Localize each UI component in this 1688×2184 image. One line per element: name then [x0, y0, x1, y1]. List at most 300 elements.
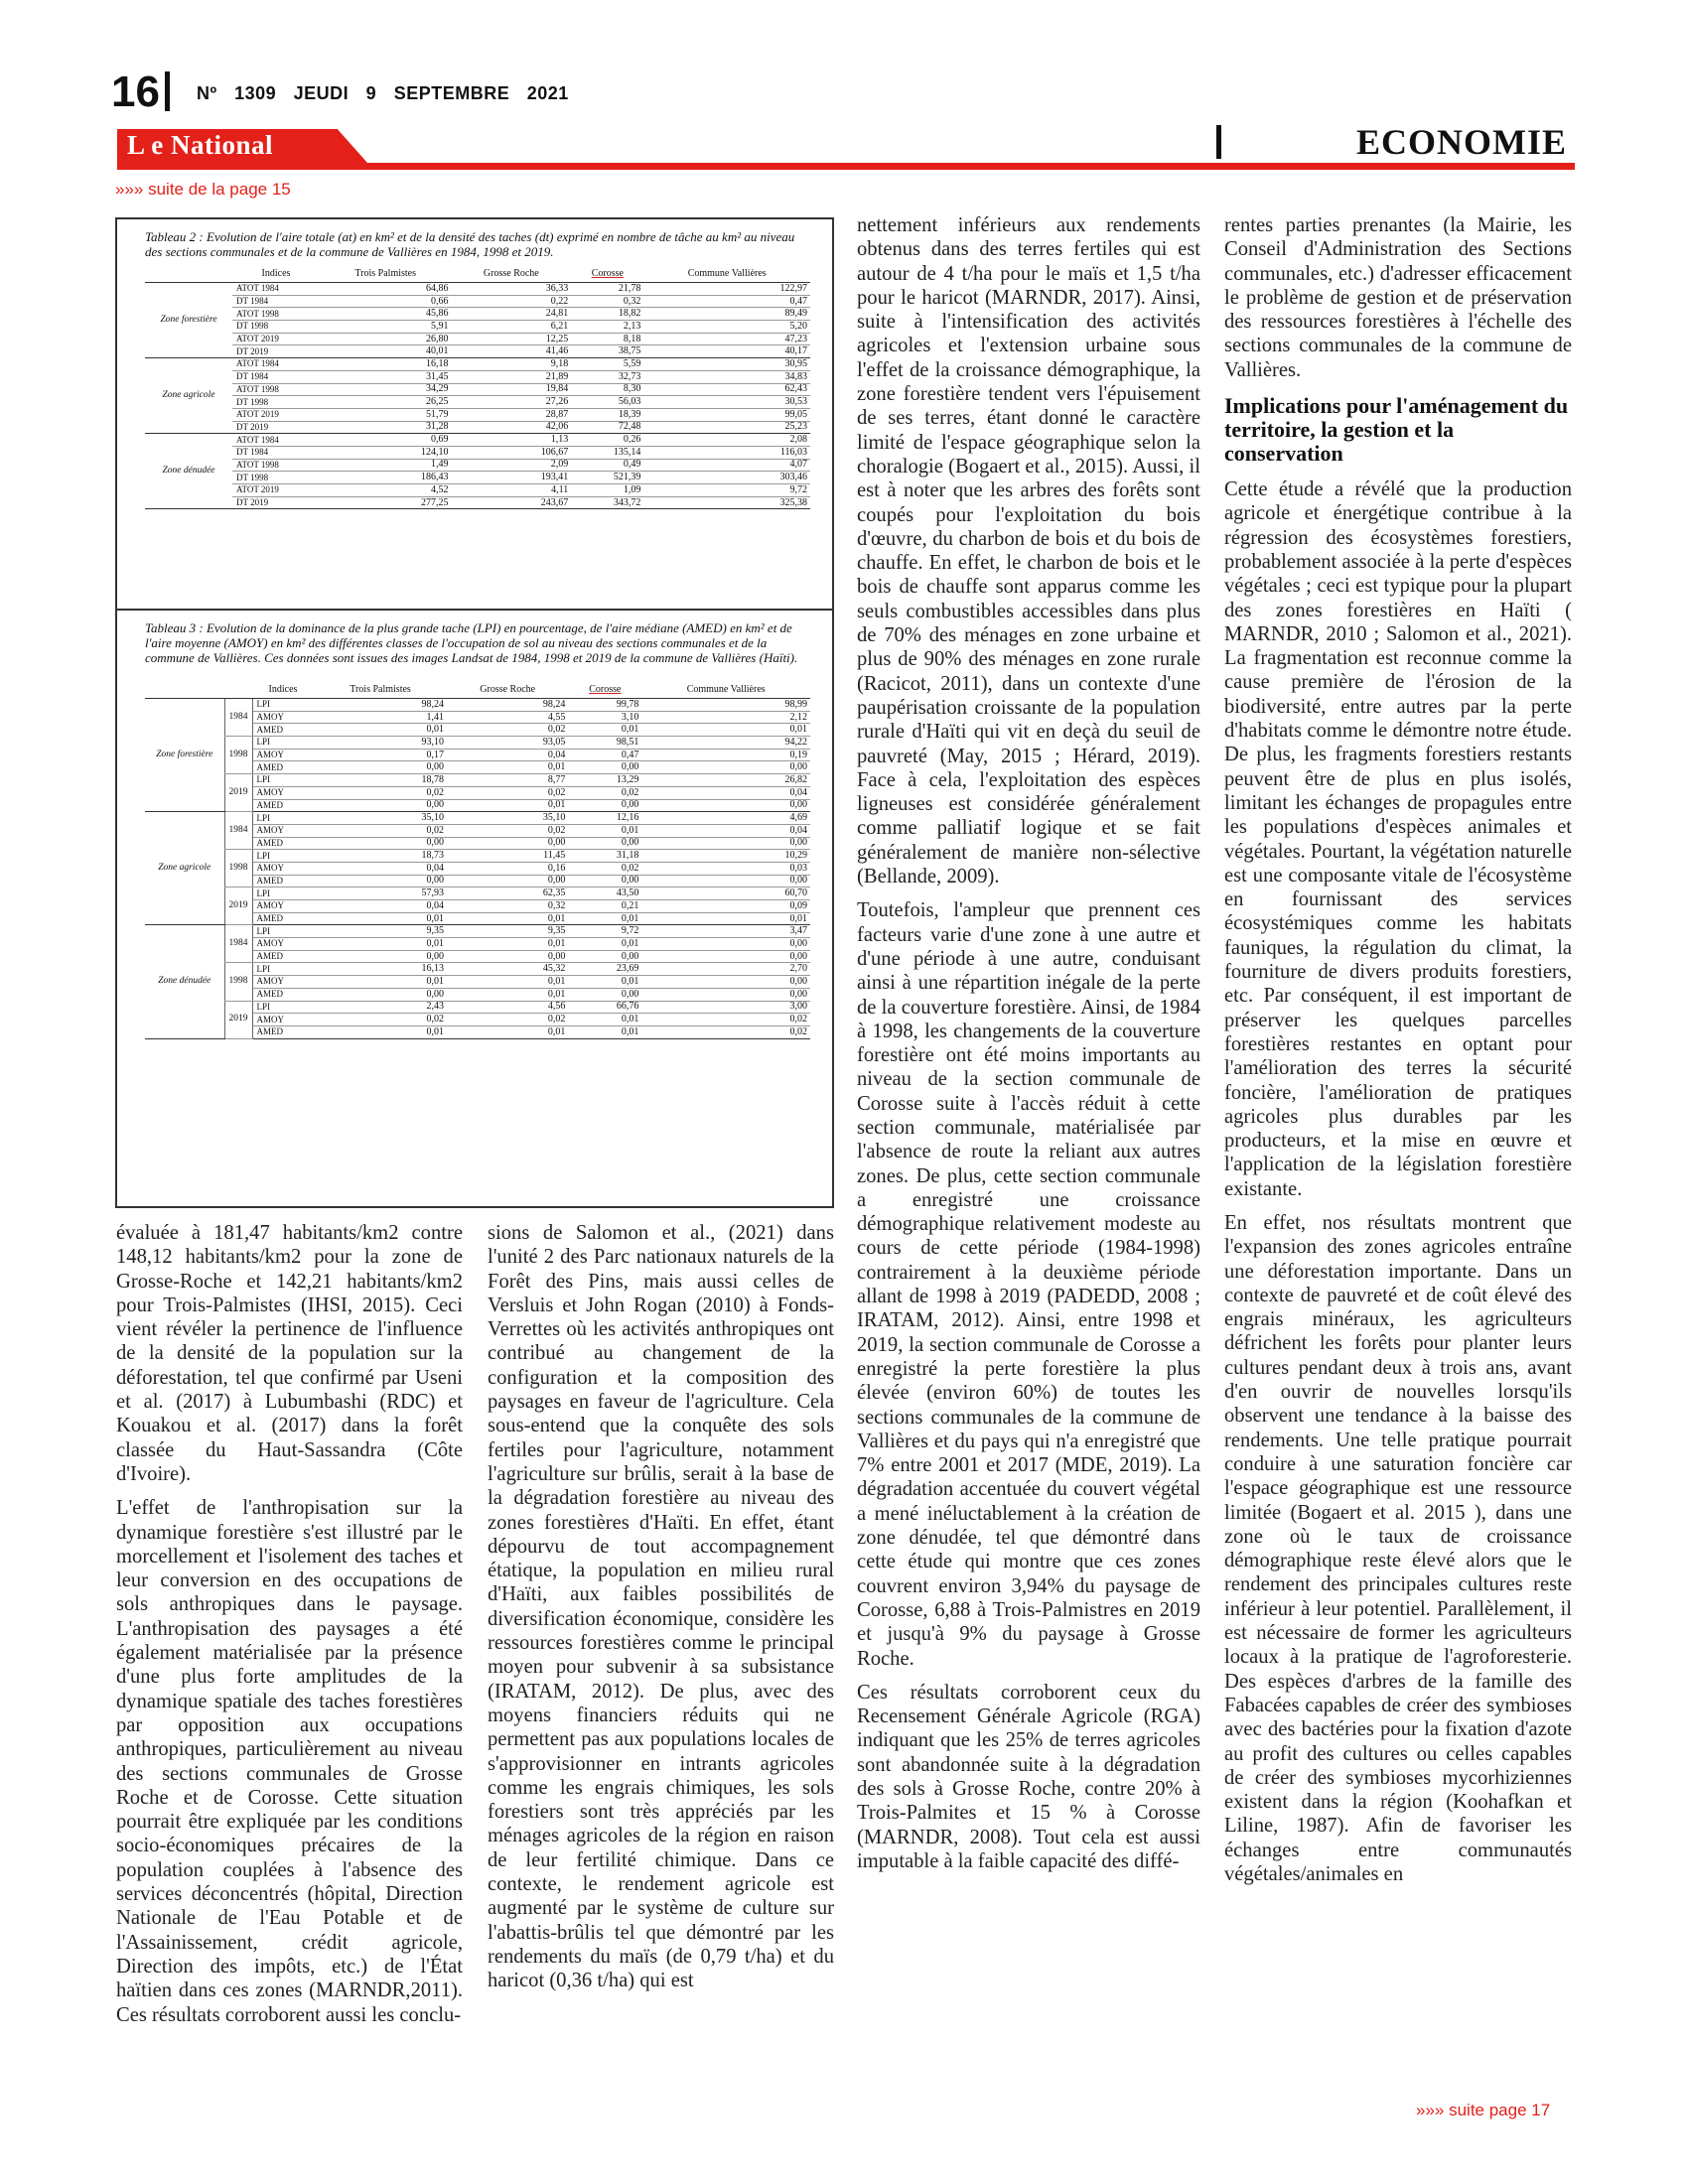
table-cell: 0,01	[314, 938, 447, 951]
table-cell: 106,67	[451, 446, 571, 459]
indice-label: LPI	[252, 925, 314, 938]
table-cell: 12,25	[451, 333, 571, 345]
year-label: 1998	[224, 963, 252, 1001]
table-cell: 5,20	[643, 321, 810, 334]
indice-label: AMOY	[252, 976, 314, 989]
table-cell: 9,35	[447, 925, 568, 938]
indice-label: DT 1984	[232, 370, 320, 383]
table-cell: 10,29	[641, 850, 810, 863]
table-cell: 0,47	[568, 749, 641, 761]
table-cell: 0,01	[568, 824, 641, 837]
indice-label: ATOT 1998	[232, 383, 320, 396]
article-paragraph: évaluée à 181,47 habitants/km2 contre 148,12 habitants/km2 pour la zone de Grosse-Roche et 142,21 habitants/km2 pour Trois-Palmistes (IHSI, 2015). Ceci vient révéler la pertinence de l'influence de la densité de la population sur la déforestation, tel que confirmé par Useni et al. (2017) à Lubumbashi (RDC) et Kouakou et al. (2017) dans la forêt classée du Haut-Sassandra (Côte d'Ivoire).	[116, 1222, 463, 1485]
table-cell: 35,10	[314, 812, 447, 825]
article-column-2	[488, 1221, 834, 1993]
table-row	[145, 345, 810, 358]
continued-on-link[interactable]: »»» suite page 17	[1416, 2101, 1551, 2119]
table-cell: 0,03	[641, 862, 810, 875]
table-header-cell: Trois Palmistes	[314, 683, 447, 699]
table-cell: 186,43	[320, 472, 451, 484]
table-cell: 64,86	[320, 283, 451, 296]
table-row	[145, 396, 810, 409]
table-cell: 5,59	[571, 358, 643, 371]
table-cell: 0,01	[447, 1025, 568, 1038]
table-3	[145, 620, 810, 1039]
table-cell: 0,09	[641, 900, 810, 913]
table-cell: 0,04	[447, 749, 568, 761]
table-cell: 0,00	[568, 950, 641, 963]
table-cell: 0,00	[641, 938, 810, 951]
table-cell: 0,00	[314, 875, 447, 887]
table-cell: 521,39	[571, 472, 643, 484]
table-row	[145, 472, 810, 484]
article-paragraph: sions de Salomon et al., (2021) dans l'unité 2 des Parc nationaux naturels de la Forêt des Pins, mais aussi celles de Versluis et John Rogan (2010) à Fonds-Verrettes où les activités anthropiques ont contribué au changement de la configuration et la composition des paysages en faveur de l'agriculture. Cela sous-entend que la conquête des sols fertiles pour l'agriculture, notamment l'agriculture sur brûlis, serait à la base de la dégradation forestière au niveau des zones forestières d'Haïti. En effet, étant dépourvu de tout accompagnement étatique, la population en milieu rural d'Haïti, aux faibles possibilités de diversification économique, considère les ressources forestières comme le principal moyen pour subvenir à sa subsistance (IRATAM, 2012). De plus, avec des moyens financiers réduits qui ne permettent pas aux populations locales de s'approvisionner en intrants agricoles comme les engrais chimiques, les sols forestiers sont très appréciés par les ménages agricoles de la région en raison de leur fertilité chimique. Dans ce contexte, le rendement agricole est augmenté par le système de culture sur l'abattis-brûlis tel que démontré par les rendements du maïs (de 0,79 t/ha) et du haricot (0,36 t/ha) qui est	[488, 1222, 834, 1992]
table-row	[145, 737, 810, 750]
indice-label: ATOT 1984	[232, 434, 320, 447]
table-row	[145, 774, 810, 787]
table-cell: 0,32	[571, 295, 643, 308]
table-cell: 135,14	[571, 446, 643, 459]
table-cell: 1,41	[314, 711, 447, 724]
table-cell: 62,35	[447, 887, 568, 900]
issue-day: JEUDI	[293, 83, 350, 103]
table-2-header	[145, 267, 810, 283]
table-cell: 0,02	[447, 724, 568, 737]
table-cell: 0,01	[641, 912, 810, 925]
table-cell: 0,00	[314, 761, 447, 774]
table-cell: 2,08	[643, 434, 810, 447]
table-cell: 57,93	[314, 887, 447, 900]
table-cell: 89,49	[643, 308, 810, 321]
table-cell: 0,00	[641, 799, 810, 812]
table-cell: 98,24	[314, 699, 447, 712]
table-cell: 0,02	[641, 1014, 810, 1026]
table-cell: 98,24	[447, 699, 568, 712]
table-cell: 51,79	[320, 408, 451, 421]
table-row	[145, 283, 810, 296]
table-cell: 3,47	[641, 925, 810, 938]
table-header-cell: Indices	[252, 683, 314, 699]
table-cell: 4,69	[641, 812, 810, 825]
table-cell: 2,70	[641, 963, 810, 976]
table-row	[145, 1001, 810, 1014]
zone-label: Zone agricole	[145, 812, 224, 925]
indice-label: AMED	[252, 875, 314, 887]
table-cell: 31,18	[568, 850, 641, 863]
indice-label: AMOY	[252, 824, 314, 837]
table-row	[145, 333, 810, 345]
header-rule	[117, 163, 1575, 170]
indice-label: AMED	[252, 837, 314, 850]
table-cell: 2,13	[571, 321, 643, 334]
table-cell: 38,75	[571, 345, 643, 358]
table-cell: 2,43	[314, 1001, 447, 1014]
table-cell: 42,06	[451, 421, 571, 434]
table-cell: 0,01	[447, 799, 568, 812]
indice-label: ATOT 1984	[232, 358, 320, 371]
indice-label: LPI	[252, 1001, 314, 1014]
table-cell: 30,53	[643, 396, 810, 409]
table-cell: 18,39	[571, 408, 643, 421]
table-cell: 31,45	[320, 370, 451, 383]
table-cell: 0,00	[641, 950, 810, 963]
table-row	[145, 421, 810, 434]
indice-label: ATOT 1998	[232, 308, 320, 321]
page-number: 16	[111, 68, 160, 116]
year-label: 2019	[224, 1001, 252, 1038]
indice-label: DT 1984	[232, 446, 320, 459]
table-cell: 9,72	[568, 925, 641, 938]
year-label: 1998	[224, 737, 252, 774]
table-cell: 0,21	[568, 900, 641, 913]
indice-label: DT 2019	[232, 345, 320, 358]
table-cell: 0,01	[568, 724, 641, 737]
article-column-4	[1224, 213, 1572, 1886]
table-cell: 0,01	[641, 724, 810, 737]
table-cell: 0,00	[314, 950, 447, 963]
table-cell: 56,03	[571, 396, 643, 409]
table-cell: 0,00	[641, 988, 810, 1001]
table-cell: 32,73	[571, 370, 643, 383]
table-cell: 0,00	[641, 976, 810, 989]
table-header-cell: Commune Vallières	[643, 267, 810, 283]
table-cell: 0,00	[314, 837, 447, 850]
table-cell: 0,00	[568, 875, 641, 887]
indice-label: AMOY	[252, 1014, 314, 1026]
table-cell: 27,26	[451, 396, 571, 409]
table-row	[145, 408, 810, 421]
indice-label: ATOT 2019	[232, 333, 320, 345]
table-2	[145, 229, 810, 509]
table-cell: 0,02	[447, 824, 568, 837]
table-cell: 99,78	[568, 699, 641, 712]
table-cell: 66,76	[568, 1001, 641, 1014]
table-cell: 2,09	[451, 459, 571, 472]
table-cell: 0,01	[568, 912, 641, 925]
indice-label: LPI	[252, 850, 314, 863]
table-header-cell: Grosse Roche	[447, 683, 568, 699]
section-divider	[1216, 125, 1221, 159]
issue-year: 2021	[526, 83, 569, 103]
table-cell: 0,04	[641, 786, 810, 799]
table-cell: 122,97	[643, 283, 810, 296]
table-3-header	[145, 683, 810, 699]
zone-label: Zone dénudée	[145, 434, 232, 509]
table-cell: 0,01	[568, 1014, 641, 1026]
indice-label: AMED	[252, 724, 314, 737]
table-cell: 16,18	[320, 358, 451, 371]
year-label: 2019	[224, 774, 252, 812]
table-cell: 193,41	[451, 472, 571, 484]
table-cell: 0,00	[568, 761, 641, 774]
indice-label: AMED	[252, 761, 314, 774]
table-3-grid	[145, 683, 810, 1039]
table-cell: 0,01	[568, 976, 641, 989]
table-cell: 0,02	[568, 786, 641, 799]
table-cell: 18,78	[314, 774, 447, 787]
table-cell: 99,05	[643, 408, 810, 421]
indice-label: DT 1998	[232, 321, 320, 334]
continued-from-link[interactable]: »»» suite de la page 15	[115, 180, 291, 199]
table-3-caption: Tableau 3 : Evolution de la dominance de la plus grande tache (LPI) en pourcentage, de l'aire médiane (AMED) en km² et de l'aire moyenne (AMOY) en km² des différentes classes de l'occupation de sol au niveau des sections communales et de la commune de Vallières. Ces données sont issues des images Landsat de 1984, 1998 et 2019 de la commune de Vallières (Haïti).	[145, 620, 798, 665]
table-row	[145, 295, 810, 308]
issue-date-line	[197, 83, 569, 104]
table-cell: 0,02	[447, 1014, 568, 1026]
article-column-1	[116, 1221, 463, 2027]
table-cell: 8,30	[571, 383, 643, 396]
table-cell: 13,29	[568, 774, 641, 787]
table-header-cell: Indices	[232, 267, 320, 283]
table-cell: 72,48	[571, 421, 643, 434]
table-cell: 93,05	[447, 737, 568, 750]
table-cell: 0,01	[447, 988, 568, 1001]
indice-label: AMOY	[252, 862, 314, 875]
table-cell: 0,02	[314, 786, 447, 799]
table-cell: 2,12	[641, 711, 810, 724]
indice-label: ATOT 1984	[232, 283, 320, 296]
table-cell: 23,69	[568, 963, 641, 976]
indice-label: AMOY	[252, 900, 314, 913]
table-row	[145, 496, 810, 509]
issue-number: Nº 1309	[197, 83, 277, 103]
table-cell: 0,22	[451, 295, 571, 308]
article-paragraph: Toutefois, l'ampleur que prennent ces facteurs varie d'une zone à une autre et d'une période à une autre, conduisant ainsi à une répartition inégale de la perte de la couverture forestière. Ainsi, de 1984 à 1998, les changements de la couverture forestière ont été moins importants au niveau de la section communale de Corosse suite à l'accès réduit à cette section communale, matérialisée par l'absence de route la reliant aux autres zones. De plus, cette section communale a enregistré une croissance démographique relativement modeste au cours de cette période (1984-1998) contrairement à la deuxième période allant de 1998 à 2019 (PADEDD, 2008 ; IRATAM, 2012). Ainsi, entre 1998 et 2019, la section communale de Corosse a enregistré la perte forestière la plus élevée (environ 60%) de toutes les sections communales de la commune de Vallières et du pays qui n'a enregistré que 7% entre 2001 et 2017 (MDE, 2019). La dégradation accentuée du couvert végétal a mené inéluctablement à la création de zone dénudée, tel que démontré dans cette étude qui montre que ces zones couvrent environ 3,94% du paysage de Corosse, 6,88 à Trois-Palmistres en 2019 et jusqu'à 9% du paysage à Grosse Roche.	[857, 899, 1200, 1670]
indice-label: AMED	[252, 1025, 314, 1038]
table-cell: 0,32	[447, 900, 568, 913]
table-cell: 16,13	[314, 963, 447, 976]
indice-label: LPI	[252, 812, 314, 825]
table-cell: 303,46	[643, 472, 810, 484]
table-header-zone	[145, 267, 232, 283]
table-cell: 0,17	[314, 749, 447, 761]
table-header-zone	[145, 683, 224, 699]
table-divider	[117, 609, 832, 611]
indice-label: AMED	[252, 912, 314, 925]
table-cell: 41,46	[451, 345, 571, 358]
section-title: ECONOMIE	[1356, 122, 1568, 162]
table-header-cell: Corosse	[571, 267, 643, 283]
table-cell: 243,67	[451, 496, 571, 509]
table-cell: 3,00	[641, 1001, 810, 1014]
article-paragraph: En effet, nos résultats montrent que l'expansion des zones agricoles entraîne une déforestation importante. Dans un contexte de pauvreté et de coût élevé des engrais minéraux, les agriculteurs défrichent les forêts pour planter leurs cultures pendant deux à trois ans, avant d'en ouvrir de nouvelles lorsqu'ils observent une tendance à la baisse des rendements. Une telle pratique pourrait conduire à une saturation foncière car l'espace géographique est une ressource limitée (Bogaert et al. 2015 ), dans une zone où le taux de croissance démographique reste élevé alors que le rendement des principales cultures reste inférieur à leur potentiel. Parallèlement, il est nécessaire de former les agriculteurs locaux à la pratique de l'agroforesterie. Des espèces d'arbres de la famille des Fabacées capables de créer des symbioses avec des bactéries pour la fixation d'azote au profit des cultures ou celles capables de créer des symbioses mycorhiziennes existent dans la région (Koohafkan et Liline, 1987). Afin de favoriser les échanges entre communautés végétales/animales en	[1224, 1211, 1572, 1885]
table-cell: 24,81	[451, 308, 571, 321]
table-cell: 0,00	[314, 799, 447, 812]
indice-label: AMOY	[252, 938, 314, 951]
table-header-cell: Corosse	[568, 683, 641, 699]
table-cell: 0,00	[447, 837, 568, 850]
year-label: 1984	[224, 812, 252, 850]
indice-label: LPI	[252, 774, 314, 787]
table-cell: 11,45	[447, 850, 568, 863]
indice-label: AMOY	[252, 786, 314, 799]
table-row	[145, 459, 810, 472]
table-cell: 4,56	[447, 1001, 568, 1014]
table-cell: 30,95	[643, 358, 810, 371]
table-cell: 0,01	[314, 912, 447, 925]
table-cell: 0,01	[314, 1025, 447, 1038]
year-label: 2019	[224, 887, 252, 925]
table-cell: 0,01	[447, 912, 568, 925]
table-cell: 1,09	[571, 484, 643, 497]
table-cell: 4,52	[320, 484, 451, 497]
table-cell: 9,18	[451, 358, 571, 371]
table-cell: 0,01	[447, 761, 568, 774]
table-cell: 4,55	[447, 711, 568, 724]
table-cell: 18,82	[571, 308, 643, 321]
table-cell: 43,50	[568, 887, 641, 900]
table-row	[145, 321, 810, 334]
table-cell: 28,87	[451, 408, 571, 421]
table-cell: 116,03	[643, 446, 810, 459]
table-row	[145, 308, 810, 321]
table-row	[145, 887, 810, 900]
table-cell: 26,80	[320, 333, 451, 345]
table-header-cell: Grosse Roche	[451, 267, 571, 283]
indice-label: DT 1998	[232, 396, 320, 409]
indice-label: DT 1984	[232, 295, 320, 308]
zone-label: Zone dénudée	[145, 925, 224, 1038]
table-cell: 0,01	[568, 938, 641, 951]
article-paragraph: Ces résultats corroborent ceux du Recensement Générale Agricole (RGA) indiquant que les 25% de terres agricoles sont abandonnée suite à la dégradation des sols à Grosse Roche, contre 20% à Trois-Palmites et 15 % à Corosse (MARNDR, 2008). Tout cela est aussi imputable à la faible capacité des diffé-	[857, 1681, 1200, 1872]
table-cell: 0,02	[568, 862, 641, 875]
table-cell: 0,01	[447, 976, 568, 989]
table-cell: 0,66	[320, 295, 451, 308]
indice-label: LPI	[252, 963, 314, 976]
table-cell: 18,73	[314, 850, 447, 863]
table-row	[145, 699, 810, 712]
table-cell: 34,83	[643, 370, 810, 383]
table-cell: 98,99	[641, 699, 810, 712]
table-2-caption: Tableau 2 : Evolution de l'aire totale (at) en km² et de la densité des taches (dt) exprimé en nombre de tâche au km² au niveau des sections communales et de la commune de Vallières en 1984, 1998 et 2019.	[145, 229, 795, 259]
table-cell: 0,49	[571, 459, 643, 472]
table-cell: 0,02	[641, 1025, 810, 1038]
table-cell: 0,00	[568, 988, 641, 1001]
table-cell: 21,89	[451, 370, 571, 383]
table-cell: 9,72	[643, 484, 810, 497]
table-cell: 1,49	[320, 459, 451, 472]
table-cell: 0,01	[314, 976, 447, 989]
table-3-body	[145, 699, 810, 1039]
table-cell: 31,28	[320, 421, 451, 434]
table-cell: 325,38	[643, 496, 810, 509]
zone-label: Zone forestière	[145, 283, 232, 358]
indice-label: DT 1998	[232, 472, 320, 484]
indice-label: DT 2019	[232, 496, 320, 509]
table-cell: 8,77	[447, 774, 568, 787]
table-cell: 0,00	[447, 950, 568, 963]
table-cell: 45,86	[320, 308, 451, 321]
table-cell: 1,13	[451, 434, 571, 447]
table-header-cell: Trois Palmistes	[320, 267, 451, 283]
table-cell: 0,00	[568, 837, 641, 850]
table-row	[145, 925, 810, 938]
article-paragraph: Cette étude a révélé que la production agricole et énergétique contribue à la régression des écosystèmes forestiers, probablement associée à la perte d'espèces végétales ; ceci est typique pour la plupart des zones forestières en Haïti ( MARNDR, 2010 ; Salomon et al., 2021). La fragmentation est reconnue comme la cause première de l'érosion de la biodiversité, entre autres par la perte d'habitats comme le démontre notre étude. De plus, les fragments forestiers restants peuvent être de plus en plus isolés, limitant les échanges de propagules entre les populations d'espèces animales et végétales. Pourtant, la végétation naturelle est une composante vitale de l'écosystème en fournissant des services écosystémiques comme les habitats fauniques, la régulation du climat, la fourniture de divers produits forestiers, etc. Par conséquent, il est important de préserver les quelques parcelles forestières restantes en optant pour l'amélioration des terres la sécurité foncière, l'amélioration de pratiques agricoles plus durables par les producteurs, et la mise en œuvre et l'application de la législation forestière existante.	[1224, 478, 1572, 1200]
table-2-body	[145, 283, 810, 509]
table-cell: 277,25	[320, 496, 451, 509]
table-cell: 0,00	[314, 988, 447, 1001]
table-cell: 0,04	[314, 900, 447, 913]
table-cell: 40,17	[643, 345, 810, 358]
indice-label: LPI	[252, 737, 314, 750]
table-header-year	[224, 683, 252, 699]
table-cell: 0,01	[568, 1025, 641, 1038]
table-cell: 35,10	[447, 812, 568, 825]
table-cell: 8,18	[571, 333, 643, 345]
table-cell: 0,69	[320, 434, 451, 447]
table-cell: 3,10	[568, 711, 641, 724]
indice-label: AMOY	[252, 711, 314, 724]
table-cell: 60,70	[641, 887, 810, 900]
table-cell: 0,26	[571, 434, 643, 447]
table-cell: 0,00	[568, 799, 641, 812]
indice-label: LPI	[252, 699, 314, 712]
zone-label: Zone agricole	[145, 358, 232, 434]
page-number-divider	[165, 71, 170, 111]
table-cell: 94,22	[641, 737, 810, 750]
table-cell: 0,01	[447, 938, 568, 951]
issue-month: SEPTEMBRE	[393, 83, 510, 103]
table-cell: 93,10	[314, 737, 447, 750]
table-cell: 12,16	[568, 812, 641, 825]
table-cell: 0,00	[447, 875, 568, 887]
article-paragraph: nettement inférieurs aux rendements obtenus dans des terres fertiles qui est autour de 4 t/ha pour le maïs et 1,5 t/ha pour le haricot (MARNDR, 2017). Ainsi, suite à l'intensification des activités agricoles et l'extension urbaine sous l'effet de la croissance démographique, la zone forestière tendent vers l'épuisement de ses terres, étant donné le caractère limité de l'espace géographique selon la choralogie (Bogaert et al., 2015). Aussi, il est à noter que les arbres des forêts sont coupés pour l'exploitation du bois d'œuvre, du charbon de bois et du bois de chauffe. En effet, le charbon de bois et le bois de chauffe sont apparus comme les seuls combustibles accessibles dans plus de 70% des ménages en zone urbaine et plus de 90% des ménages en zone rurale (Racicot, 2011), dans un contexte d'une paupérisation croissante de la population rurale d'Haïti qui vit en deçà du seuil de pauvreté (May, 2015 ; Hérard, 2019). Face à cela, l'exploitation des espèces ligneuses est considérée généralement comme palliatif logique et se fait généralement de manière non-sélective (Bellande, 2009).	[857, 214, 1200, 888]
table-cell: 25,23	[643, 421, 810, 434]
table-row	[145, 383, 810, 396]
newspaper-name: L e National	[127, 130, 274, 160]
table-row	[145, 358, 810, 371]
table-cell: 0,04	[314, 862, 447, 875]
table-header-cell: Commune Vallières	[641, 683, 810, 699]
tables-figure	[115, 217, 834, 1208]
issue-date-day: 9	[365, 83, 377, 103]
table-cell: 19,84	[451, 383, 571, 396]
article-subheading: Implications pour l'aménagement du territoire, la gestion et la conservation	[1224, 393, 1569, 467]
table-cell: 0,04	[641, 824, 810, 837]
indice-label: LPI	[252, 887, 314, 900]
table-row	[145, 850, 810, 863]
table-row	[145, 446, 810, 459]
table-2-grid	[145, 267, 810, 509]
year-label: 1984	[224, 699, 252, 737]
indice-label: AMED	[252, 799, 314, 812]
indice-label: ATOT 1998	[232, 459, 320, 472]
table-cell: 0,47	[643, 295, 810, 308]
table-cell: 98,51	[568, 737, 641, 750]
table-cell: 34,29	[320, 383, 451, 396]
table-cell: 0,00	[641, 837, 810, 850]
table-row	[145, 963, 810, 976]
table-row	[145, 484, 810, 497]
indice-label: AMED	[252, 988, 314, 1001]
indice-label: AMED	[252, 950, 314, 963]
table-cell: 26,25	[320, 396, 451, 409]
table-cell: 21,78	[571, 283, 643, 296]
table-cell: 0,02	[314, 1014, 447, 1026]
indice-label: ATOT 2019	[232, 408, 320, 421]
zone-label: Zone forestière	[145, 699, 224, 812]
article-paragraph: rentes parties prenantes (la Mairie, les Conseil d'Administration des Sections communales, etc.) d'adresser efficacement le problème de gestion et de préservation des ressources forestières à l'échelle des sections communales de la commune de Vallières.	[1224, 214, 1572, 381]
table-cell: 0,16	[447, 862, 568, 875]
table-cell: 36,33	[451, 283, 571, 296]
table-cell: 62,43	[643, 383, 810, 396]
table-cell: 45,32	[447, 963, 568, 976]
indice-label: AMOY	[252, 749, 314, 761]
table-cell: 0,00	[641, 875, 810, 887]
indice-label: ATOT 2019	[232, 484, 320, 497]
article-paragraph: L'effet de l'anthropisation sur la dynamique forestière s'est illustré par le morcellement et l'isolement des taches et leur conversion en des occupations de sols anthropiques dans le paysage. L'anthropisation des paysages a été également matérialisée par la présence d'une plus forte amplitudes de la dynamique spatiale des taches forestières par opposition aux occupations anthropiques, particulièrement au niveau des sections communales de Grosse Roche et de Corosse. Cette situation pourrait être expliquée par les conditions socio-économiques précaires de la population couplées à l'absence des services déconcentrés (hôpital, Direction Nationale de l'Eau Potable et de l'Assainissement, crédit agricole, Direction des impôts, etc.) de l'État haïtien dans ces zones (MARNDR,2011). Ces résultats corroborent aussi les conclu-	[116, 1497, 463, 2026]
table-cell: 40,01	[320, 345, 451, 358]
table-cell: 47,23	[643, 333, 810, 345]
